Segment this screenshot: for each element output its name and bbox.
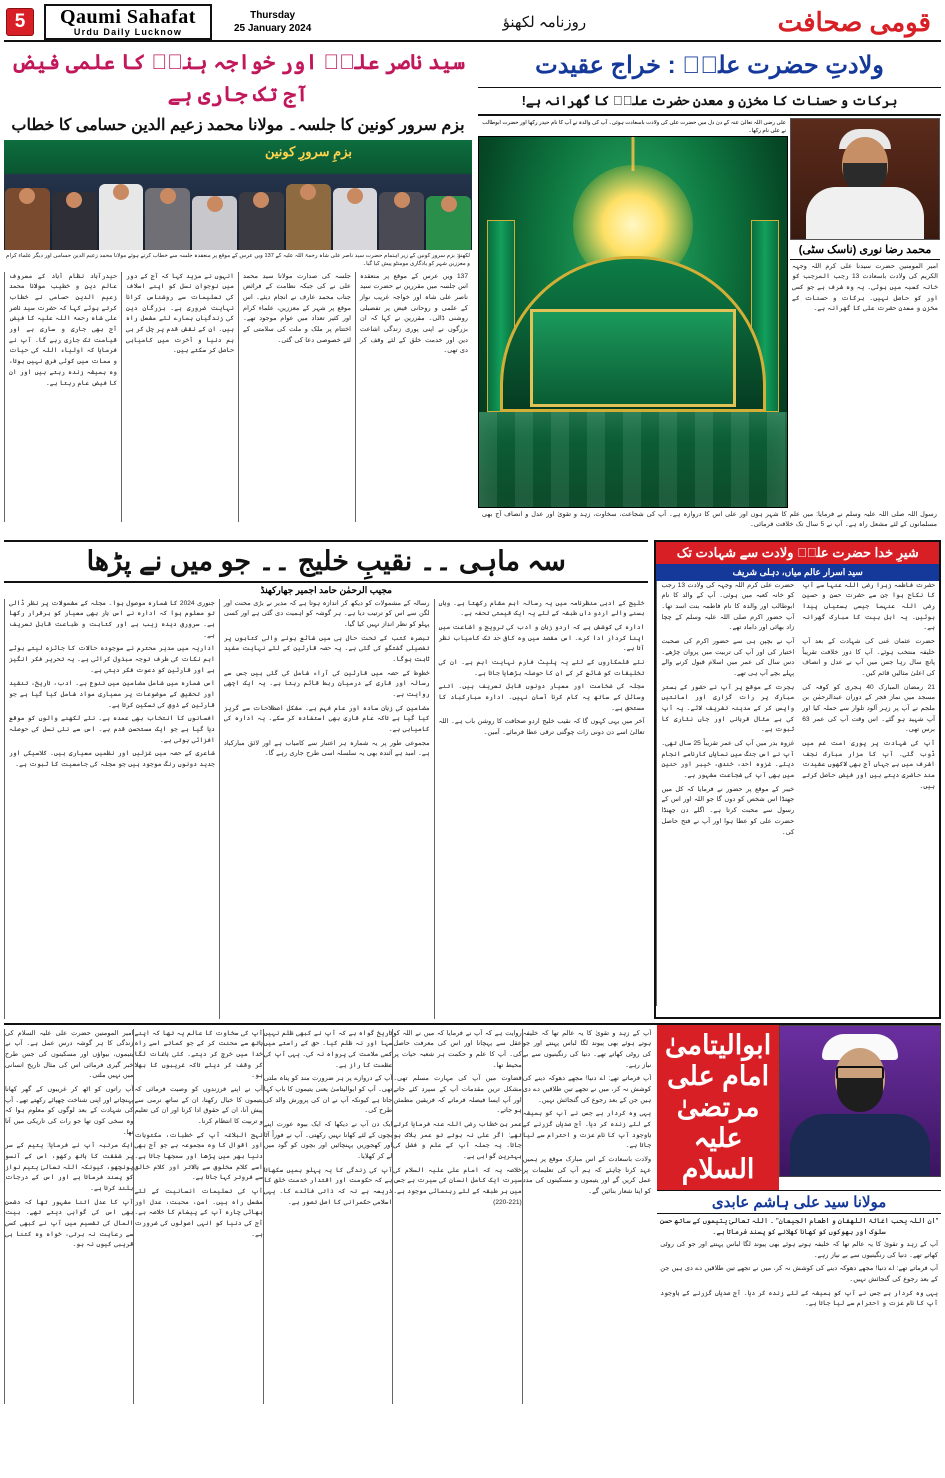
body xyxy=(790,1114,930,1176)
photo-person xyxy=(192,196,237,250)
top-right-subheadline: برکات و حسنات کا مخزن و معدن حضرت علیؓ کا گھرانہ ہے! xyxy=(478,88,941,116)
article-column: آپ کے زہد و تقویٰ کا یہ عالم تھا کہ خلیفہ ہوتے ہوئے بھی پیوند لگا لباس پہنتے اور جو کی روٹی کھاتے تھے۔ دنیا کی رنگینیوں سے بے نیاز رہے۔ آپ فرماتے تھے: اے دنیا! مجھے دھوکہ دینے کی کوشش نہ کر، میں نے تجھے تین طلاقیں دے دی ہیں جن کے بعد رجوع کی گنجائش نہیں۔ یہی وہ کردار ہے جس نے آپ کو ہمیشہ کے لئے زندہ کر دیا۔ آج صدیاں گزرنے کے باوجود آپ کا نام عزت و احترام سے لیا جاتا ہے۔ ولادت باسعادت کے اس مبارک موقع پر ہمیں عہد کرنا چاہئے کہ ہم آپ کی تعلیمات پر عمل کریں گے اور یتیموں و مسکینوں کی مدد کو اپنا شعار بنائیں گے۔ xyxy=(522,1029,651,1404)
top-right-body: امیر المومنین حضرت سیدنا علی کرم اللہ وجہہ الکریم کی ولادت باسعادت 13 رجب المرجب کو خانہ کعبہ میں ہوئی۔ یہ وہ شرف ہے جو کسی اور کو حاصل نہیں۔ برکات و حسنات کے مخزن و معدن حضرت علی کا گھرانہ ہے۔ xyxy=(792,262,938,313)
newspaper-logo xyxy=(44,4,212,40)
top-section xyxy=(4,45,941,536)
photo-stage-banner xyxy=(4,140,472,174)
mid-right-article xyxy=(654,540,941,1019)
photo-person xyxy=(379,192,424,250)
article-column: 137 ویں عرس کے موقع پر منعقدہ اس جلسہ میں مقررین نے حضرت سید ناصر علی شاہ اور خواجہ غریب نواز کے علمی و روحانی فیض پر تفصیلی روشنی ڈالی۔ مقررین نے کہا کہ ان بزرگوں نے اپنی پوری زندگی اشاعت دین اور خدمت خلق کے لئے وقف کر دی تھی۔ xyxy=(355,272,472,522)
arabic-note: علی رضی اللہ تعالیٰ عنہ کے دن دل میں حضرت علی کی ولادت باسعادت ہوئی۔ آپ کی والدہ نے آپ کا نام حیدر رکھا اور حضرت ابوطالب نے علی نام رکھا۔ xyxy=(482,119,786,134)
photo-person xyxy=(52,192,97,250)
article-column: خلیج کے ادبی منظرنامہ میں یہ رسالہ اہم مقام رکھتا ہے۔ وہاں بسنے والے اردو داں طبقہ کے لئے یہ ایک قیمتی تحفہ ہے۔ ادارہ کی کوشش ہے کہ اردو زبان و ادب کی ترویج و اشاعت میں اپنا کردار ادا کرے۔ اس مقصد میں وہ کافی حد تک کامیاب نظر آتا ہے۔ نئے قلمکاروں کے لئے یہ پلیٹ فارم نہایت اہم ہے۔ ان کی تخلیقات کو شائع کر کے ان کا حوصلہ بڑھایا جاتا ہے۔ مجلہ کی ضخامت اور معیار دونوں قابل تعریف ہیں۔ اتنے وسائل کے ساتھ یہ کام کرنا آسان نہیں۔ ادارہ مبارکباد کا مستحق ہے۔ آخر میں یہی کہوں گا کہ نقیب خلیج اردو صحافت کا روشن باب ہے۔ اللہ تعالیٰ اسے دن دونی رات چوگنی ترقی عطا فرمائے۔ آمین۔ xyxy=(434,599,649,1019)
article-column: حیدرآباد نظام آباد کے معروف عالم دین و خطیب مولانا محمد زعیم الدین حسامی نے خطاب کرتے ہوئے کہا کہ حضرت سید ناصر علی شاہ رحمۃ اللہ علیہ کا فیض آج بھی جاری و ساری ہے اور قیامت تک جاری رہے گا۔ آپ نے فرمایا کہ اولیاء اللہ کی حیات و ممات میں کوئی فرق نہیں ہوتا، وہ ہمیشہ زندہ رہتے ہیں اور ان کا فیض عام رہتا ہے۔ xyxy=(4,272,121,522)
article-column: رسالہ کے مشمولات کو دیکھ کر اندازہ ہوتا ہے کہ مدیر نے بڑی محنت اور لگن سے اس کو ترتیب دیا ہے۔ ہر گوشہ کو اہمیت دی گئی ہے اور کسی پہلو کو نظر انداز نہیں کیا گیا۔ تبصرہ کتب کے تحت حال ہی میں شائع ہونے والی کتابوں پر تفصیلی گفتگو کی گئی ہے۔ یہ حصہ قارئین کے لئے نہایت مفید ثابت ہوگا۔ خطوط کے حصہ میں قارئین کی آراء شامل کی گئی ہیں جس سے رسالہ اور قاری کے درمیان ربط قائم رہتا ہے۔ یہ ایک اچھی روایت ہے۔ مضامین کی زبان سادہ اور عام فہم ہے۔ مشکل اصطلاحات سے گریز کیا گیا ہے تاکہ عام قاری بھی استفادہ کر سکے۔ یہ ادارہ کی کامیابی ہے۔ مجموعی طور پر یہ شمارہ ہر اعتبار سے کامیاب ہے اور لائق مبارکباد ہے۔ امید ہے آئندہ بھی یہ سلسلہ اسی طرح جاری رہے گا۔ xyxy=(219,599,434,1019)
top-right-headline: ولادتِ حضرت علیؓ : خراج عقیدت xyxy=(478,45,941,88)
photo-person xyxy=(145,188,190,250)
middle-section xyxy=(4,540,941,1019)
photo-people xyxy=(4,170,472,250)
date: 25 January 2024 xyxy=(233,23,312,34)
article-column: امیر المومنین حضرت علی علیہ السلام کی زندگی کا ہر گوشہ درس عمل ہے۔ آپ نے یتیموں، بیواؤں اور مسکینوں کی جس طرح خبر گیری فرمائی اس کی مثال تاریخ انسانی میں نہیں ملتی۔ آپ راتوں کو اٹھ کر غریبوں کے گھر کھانا پہنچاتے اور اپنی شناخت چھپائے رکھتے تھے۔ آپ کی شہادت کے بعد لوگوں کو معلوم ہوا کہ وہ سخی کون تھا جو رات کی تاریکی میں آتا تھا۔ ایک مرتبہ آپ نے فرمایا: یتیم کے سر پر شفقت کا ہاتھ رکھو، اس کے آنسو پونچھو، کیونکہ اللہ تعالیٰ یتیم نواز کو پسند فرماتا ہے اور اس کے درجات بلند کرتا ہے۔ آپ کا عدل اتنا مشہور تھا کہ دشمن بھی اس کی گواہی دیتے تھے۔ بیت المال کی تقسیم میں آپ نے کبھی کسی سے رعایت نہ برتی، خواہ وہ کتنا ہی قریبی کیوں نہ ہو۔ xyxy=(4,1029,133,1404)
logo-title: Qaumi Sahafat xyxy=(60,5,196,28)
photo-person xyxy=(99,184,144,250)
group-photo xyxy=(4,140,472,250)
article-column: آپ کی سخاوت کا عالم یہ تھا کہ اپنے ہاتھ سے محنت کر کے جو کماتے اسے راہ خدا میں خرچ کر دیتے۔ کئی باغات لگا کر وقف کر دیئے تاکہ غریبوں کا بھلا ہو۔ آپ نے اپنے فرزندوں کو وصیت فرمائی کہ یتیموں کا خیال رکھنا، ان کے ساتھ نرمی سے پیش آنا، ان کے حقوق ادا کرنا اور ان کی تعلیم و تربیت کا انتظام کرنا۔ نہج البلاغہ آپ کے خطبات، مکتوبات اور اقوال کا وہ مجموعہ ہے جو آج بھی دنیا بھر میں پڑھا اور سمجھا جاتا ہے۔ اسے کلام مخلوق سے بالاتر اور کلام خالق سے فروتر کہا جاتا ہے۔ آپ کی تعلیمات انسانیت کے لئے مشعل راہ ہیں۔ امن، محبت، عدل اور بھائی چارہ آپ کے پیغام کا خلاصہ ہے۔ آج کی دنیا کو انہی اصولوں کی ضرورت ہے۔ xyxy=(133,1029,262,1404)
photo-person xyxy=(426,196,471,250)
author-name: محمد رضا نوری (ناسک سٹی) xyxy=(790,240,940,260)
article-column: حضرت علی کرم اللہ وجہہ کی ولادت 13 رجب کو خانہ کعبہ میں ہوئی۔ آپ کے والد کا نام ابوطالب اور والدہ کا نام فاطمہ بنت اسد تھا۔ آپ حضور اکرم صلی اللہ علیہ وسلم کے چچا زاد بھائی اور داماد تھے۔ آپ نے بچپن ہی سے حضور اکرم کی صحبت اختیار کی اور آپ کی تربیت میں پروان چڑھے۔ دس سال کی عمر میں اسلام قبول کرنے والے پہلے بچے آپ ہی تھے۔ ہجرت کے موقع پر آپ نے حضور کے بستر مبارک پر رات گزاری اور امانتیں واپس کر کے مدینہ تشریف لائے۔ یہ آپ کی بے مثال قربانی اور جاں نثاری کا ثبوت ہے۔ غزوہ بدر میں آپ کی عمر تقریباً 25 سال تھی۔ آپ نے اس جنگ میں نمایاں کارنامے انجام دیئے۔ غزوہ احد، خندق، خیبر اور حنین میں بھی آپ کی شجاعت مشہور ہے۔ خیبر کے موقع پر حضور نے فرمایا کہ کل میں جھنڈا اس شخص کو دوں گا جو اللہ اور اس کے رسول سے محبت کرتا ہے۔ اگلے دن جھنڈا حضرت علی کو عطا ہوا اور آپ نے فتح حاصل کی۔ xyxy=(656,581,798,1006)
top-right-body-cont: رسول اللہ صلی اللہ علیہ وسلم نے فرمایا: میں علم کا شہر ہوں اور علی اس کا دروازہ ہے۔ آپ کی شجاعت، سخاوت، زہد و تقویٰ اور عدل و انصاف آج بھی مسلمانوں کے لئے مشعل راہ ہے۔ آپ نے 5 سال تک خلافت فرمائی۔ xyxy=(482,510,937,529)
mid-right-byline: سید اسرار عالم میاں، دہلی شریف xyxy=(656,564,939,581)
article-column: روایت ہے کہ آپ نے فرمایا کہ میں نے اللہ کو عقل سے پہچانا اور اس کی معرفت حاصل کی۔ آپ کا علم و حکمت ہر شعبہ حیات پر محیط تھا۔ قضاوت میں آپ کی مہارت مسلم تھی۔ مشکل ترین مقدمات آپ کے سپرد کئے جاتے اور آپ ایسا فیصلہ فرماتے کہ فریقین مطمئن ہو جاتے۔ عمر بن خطاب رضی اللہ عنہ فرمایا کرتے تھے: اگر علی نہ ہوتے تو عمر ہلاک ہو جاتا۔ یہ جملہ آپ کے علم و فضل کی بہترین گواہی ہے۔ خلاصہ یہ کہ امام علی علیہ السلام کی سیرت ایک کامل انسان کی سیرت ہے جس میں ہر طبقہ کے لئے رہنمائی موجود ہے۔ (221-220) xyxy=(392,1029,521,1404)
zarih xyxy=(530,309,736,407)
urdu-subtitle: روزنامہ لکھنؤ xyxy=(502,14,587,31)
mid-left-article xyxy=(4,540,648,1019)
photo-person xyxy=(286,184,331,250)
bottom-left-columns xyxy=(4,1025,651,1415)
shrine-photo xyxy=(478,136,788,508)
article-column: تاریخ گواہ ہے کہ آپ نے کبھی ظلم نہیں سہا اور نہ ظلم کیا۔ حق کے راستے میں کسی ملامت کی پرواہ نہ کی۔ یہی آپ کی عظمت کا راز ہے۔ آپ کے دروازے پر ہر ضرورت مند کو پناہ ملتی تھی۔ آپ کو ابوالیتامیٰ یعنی یتیموں کا باپ کہا جاتا ہے کیونکہ آپ نے ان کی پرورش والد کی طرح کی۔ ایک دن آپ نے دیکھا کہ ایک بیوہ عورت اپنے بچوں کے لئے کھانا نہیں رکھتی۔ آپ نے فوراً آٹا اور کھجوریں پہنچائیں اور بچوں کو گود میں لے کر کھلایا۔ آپ کی زندگی کا یہ پہلو ہمیں سکھاتا ہے کہ حکومت اور اقتدار خدمت خلق کا ذریعہ ہے نہ کہ ذاتی فائدے کا۔ یہی اسلامی حکمرانی کا اصل تصور ہے۔ xyxy=(263,1029,392,1404)
bottom-headline: ابوالیتامیٰ امام علی مرتضیٰ علیہ السلام xyxy=(657,1025,779,1190)
mid-left-headline: سہ ماہی ۔۔ نقیبِ خلیج ۔۔ جو میں نے پڑھا xyxy=(4,540,648,583)
top-right-article xyxy=(478,45,941,536)
bottom-author-name: مولانا سید علی ہاشم عابدی xyxy=(657,1190,941,1214)
mid-left-byline: مجیب الرحمٰن حامد اجمیر جھارکھنڈ xyxy=(260,584,392,595)
bottom-section xyxy=(4,1023,941,1415)
article-column: انہوں نے مزید کہا کہ آج کے دور میں نوجوان نسل کو اپنے اسلاف کی تعلیمات سے روشناس کرانا نہایت ضروری ہے۔ بزرگان دین کی زندگیاں ہمارے لئے مشعل راہ ہیں۔ ان کے نقش قدم پر چل کر ہی ہم دنیا و آخرت میں کامیابی حاصل کر سکتے ہیں۔ xyxy=(121,272,238,522)
photo-banner-text: بزمِ سرورِ کونین xyxy=(264,144,352,159)
page-number: 5 xyxy=(6,8,34,36)
article-column: جلسہ کی صدارت مولانا سید محمد علی نے کی جبکہ نظامت کے فرائض جناب محمد عارف نے انجام دیئے۔ اس موقع پر شہر کے معززین، علماء کرام اور کثیر تعداد میں عوام موجود تھے۔ اختتام پر ملک و ملت کی سلامتی کے لئے خصوصی دعا کی گئی۔ xyxy=(238,272,355,522)
photo-person xyxy=(239,192,284,250)
photo-caption: لکھنؤ: بزم سرور کونین کے زیر اہتمام حضرت سید ناصر علی شاہ رحمۃ اللہ علیہ کے 137 ویں عرس کے موقع پر منعقدہ جلسہ سے خطاب کرتے ہوئے مولانا محمد زعیم الدین حسامی اور دیگر علماء کرام و معززین شہر کو یادگاری مومنٹو پیش کیا گیا۔ xyxy=(6,253,470,268)
bottom-right-article xyxy=(657,1025,941,1415)
masthead xyxy=(4,4,941,42)
top-left-article xyxy=(4,45,472,536)
photo-person xyxy=(5,188,50,250)
bottom-right-body: آپ کے زہد و تقویٰ کا یہ عالم تھا کہ خلیفہ ہوتے ہوئے بھی پیوند لگا لباس پہنتے اور جو کی روٹی کھاتے تھے۔ دنیا کی رنگینیوں سے بے نیاز رہے۔ آپ فرماتے تھے: اے دنیا! مجھے دھوکہ دینے کی کوشش نہ کر، میں نے تجھے تین طلاقیں دے دی ہیں جن کے بعد رجوع کی گنجائش نہیں۔ یہی وہ کردار ہے جس نے آپ کو ہمیشہ کے لئے زندہ کر دیا۔ آج صدیاں گزرنے کے باوجود آپ کا نام عزت و احترام سے لیا جاتا ہے۔ xyxy=(660,1241,938,1308)
date-block xyxy=(234,9,311,36)
urdu-masthead-title: قومی صحافت xyxy=(777,6,931,37)
body xyxy=(806,187,924,239)
top-left-subheadline: بزم سرور کونین کا جلسہ۔ مولانا محمد زعیم الدین حسامی کا خطاب xyxy=(11,117,465,134)
floor xyxy=(479,412,787,507)
bottom-arabic-quote: "ان اللہ یحب اغاثۃ اللھفان و اطعام الجیعان" ۔ اللہ تعالیٰ یتیموں کے ساتھ حسن سلوک اور بھوکوں کو کھانا کھلانے کو پسند فرماتا ہے۔ xyxy=(659,1217,939,1236)
logo-subtitle: Urdu Daily Lucknow xyxy=(73,26,183,37)
photo-person xyxy=(333,188,378,250)
top-left-columns xyxy=(4,272,472,522)
author-portrait xyxy=(790,118,940,240)
top-left-headline: سید ناصر علیؒ اور خواجہ ہندؒ کا علمی فیض آج تک جاری ہے xyxy=(4,45,472,112)
bottom-author-portrait xyxy=(779,1025,941,1177)
article-column: جنوری 2024 کا شمارہ موصول ہوا۔ مجلہ کے مشمولات پر نظر ڈالی تو معلوم ہوا کہ ادارہ نے اس بار بھی معیار کو برقرار رکھا ہے۔ سرورق دیدہ زیب ہے اور کتابت و طباعت قابل تعریف ہے۔ اداریہ میں مدیر محترم نے موجودہ حالات کا جائزہ لیتے ہوئے اہم نکات کی طرف توجہ مبذول کرائی ہے۔ یہ تحریر فکر انگیز ہے اور قارئین کو دعوت فکر دیتی ہے۔ اس شمارہ میں شامل مضامین میں تنوع ہے۔ ادب، تاریخ، تنقید اور تحقیق کے موضوعات پر معیاری مواد شامل کیا گیا ہے جو قارئین کے ذوق کی تسکین کرتا ہے۔ افسانوں کا انتخاب بھی عمدہ ہے۔ نئے لکھنے والوں کو موقع دیا گیا ہے جو ایک مستحسن قدم ہے۔ اس سے نئی نسل کی حوصلہ افزائی ہوتی ہے۔ شاعری کے حصہ میں غزلیں اور نظمیں معیاری ہیں۔ کلاسیکی اور جدید دونوں رنگ موجود ہیں جو مجلہ کی جامعیت کا ثبوت ہے۔ xyxy=(4,599,219,1019)
mid-right-headline: شیرِ خدا حضرت علیؓ ولادت سے شہادت تک xyxy=(656,542,939,564)
article-column: حضرت فاطمہ زہرا رضی اللہ عنہا سے آپ کا نکاح ہوا جن سے حضرت حسن و حسین رضی اللہ عنہما جیسی ہستیاں پیدا ہوئیں۔ یہ اہل بیت کا مبارک گھرانہ ہے۔ حضرت عثمان غنی کی شہادت کے بعد آپ خلیفہ منتخب ہوئے۔ آپ کا دور خلافت تقریباً پانچ سال رہا جس میں آپ نے عدل و انصاف کی اعلیٰ مثالیں قائم کیں۔ 21 رمضان المبارک 40 ہجری کو کوفہ کی مسجد میں نماز فجر کے دوران عبدالرحمٰن بن ملجم نے آپ پر زہر آلود تلوار سے حملہ کیا اور آپ شہید ہو گئے۔ اس وقت آپ کی عمر 63 برس تھی۔ آپ کی شہادت پر پوری امت غم میں ڈوب گئی۔ آپ کا مزار مبارک نجف اشرف میں ہے جہاں آج بھی لاکھوں عقیدت مند حاضری دیتے ہیں اور فیض حاصل کرتے ہیں۔ xyxy=(802,581,935,790)
beard xyxy=(837,1078,883,1112)
weekday: Thursday xyxy=(250,9,296,21)
